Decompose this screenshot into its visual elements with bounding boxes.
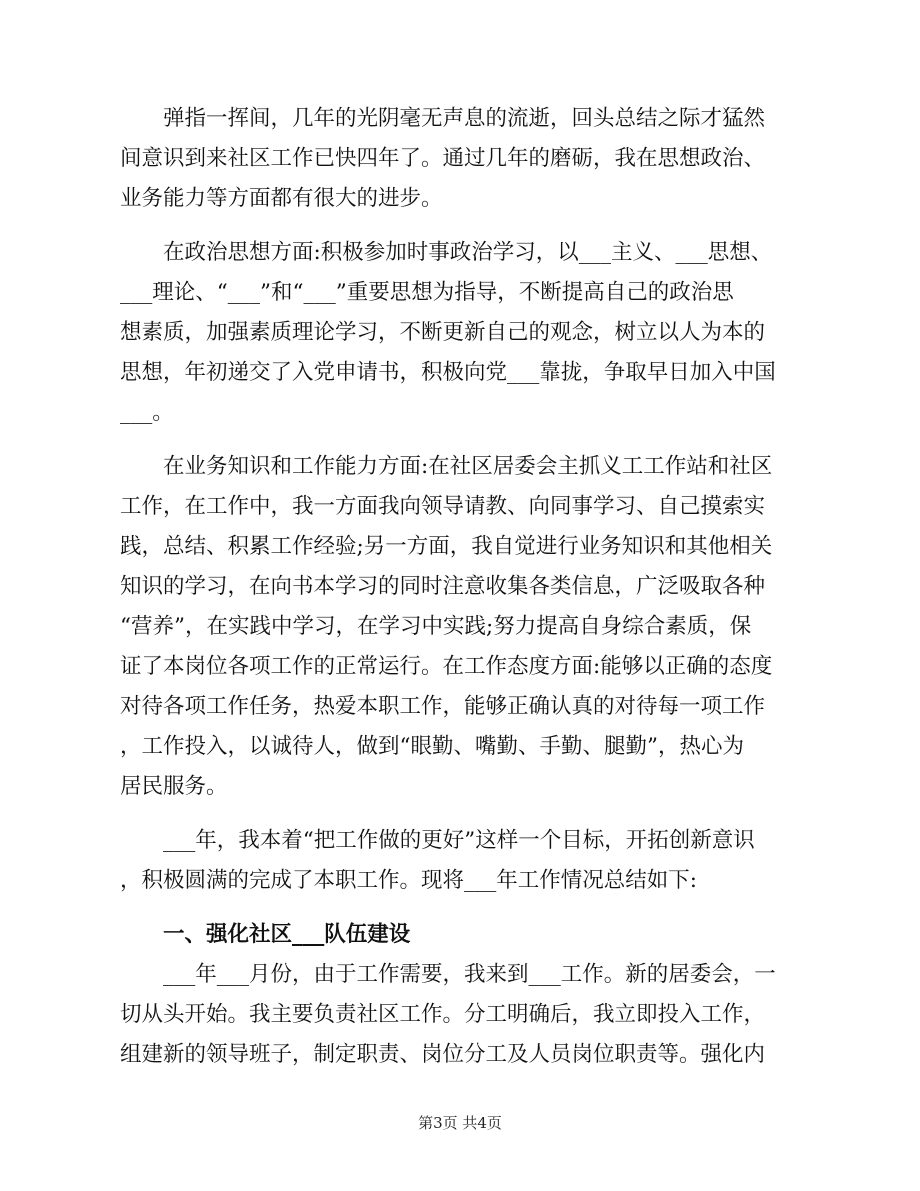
- text-line: ，积极圆满的完成了本职工作。现将___年工作情况总结如下:: [120, 868, 697, 893]
- text-line: 在业务知识和工作能力方面:在社区居委会主抓义工工作站和社区: [163, 454, 773, 479]
- paragraph-3: [120, 447, 800, 807]
- text-line: 在政治思想方面:积极参加时事政治学习，以___主义、___思想、: [163, 240, 773, 265]
- paragraph-5: [120, 955, 800, 1075]
- text-line: ___理论、“___”和“___”重要思想为指导，不断提高自己的政治思: [120, 280, 734, 305]
- text-line: “营养”，在实践中学习，在学习中实践;努力提高自身综合素质，保: [120, 614, 752, 639]
- text-line: 弹指一挥间，几年的光阴毫无声息的流逝，回头总结之际才猛然: [163, 106, 766, 131]
- text-line: ，工作投入，以诚待人，做到“眼勤、嘴勤、手勤、腿勤”，热心为: [120, 734, 744, 759]
- text-line: ___年，我本着“把工作做的更好”这样一个目标，开拓创新意识: [163, 828, 755, 853]
- text-line: 想素质，加强素质理论学习，不断更新自己的观念，树立以人为本的: [120, 320, 766, 345]
- text-line: 知识的学习，在向书本学习的同时注意收集各类信息，广泛吸取各种: [120, 574, 766, 599]
- section-heading: 一、强化社区___队伍建设: [163, 922, 411, 947]
- text-line: 工作，在工作中，我一方面我向领导请教、向同事学习、自己摸索实: [120, 494, 766, 519]
- text-line: 思想，年初递交了入党申请书，积极向党___靠拢，争取早日加入中国: [120, 360, 776, 385]
- paragraph-4: [120, 821, 800, 901]
- paragraph-1: [120, 99, 800, 219]
- text-line: ___。: [120, 400, 174, 425]
- text-line: 证了本岗位各项工作的正常运行。在工作态度方面:能够以正确的态度: [120, 654, 773, 679]
- page-number-footer: 第3页 共4页: [418, 1114, 502, 1132]
- text-line: 居民服务。: [120, 774, 228, 799]
- text-line: 间意识到来社区工作已快四年了。通过几年的磨砺，我在思想政治、: [120, 146, 766, 171]
- page-body: [120, 99, 800, 1075]
- paragraph-2: [120, 233, 800, 433]
- text-line: 践，总结、积累工作经验;另一方面，我自觉进行业务知识和其他相关: [120, 534, 773, 559]
- text-line: 切从头开始。我主要负责社区工作。分工明确后，我立即投入工作，: [120, 1002, 766, 1027]
- text-line: 业务能力等方面都有很大的进步。: [120, 186, 443, 211]
- text-line: ___年___月份，由于工作需要，我来到___工作。新的居委会，一: [163, 962, 776, 987]
- text-line: 对待各项工作任务，热爱本职工作，能够正确认真的对待每一项工作: [120, 694, 766, 719]
- text-line: 组建新的领导班子，制定职责、岗位分工及人员岗位职责等。强化内: [120, 1042, 766, 1067]
